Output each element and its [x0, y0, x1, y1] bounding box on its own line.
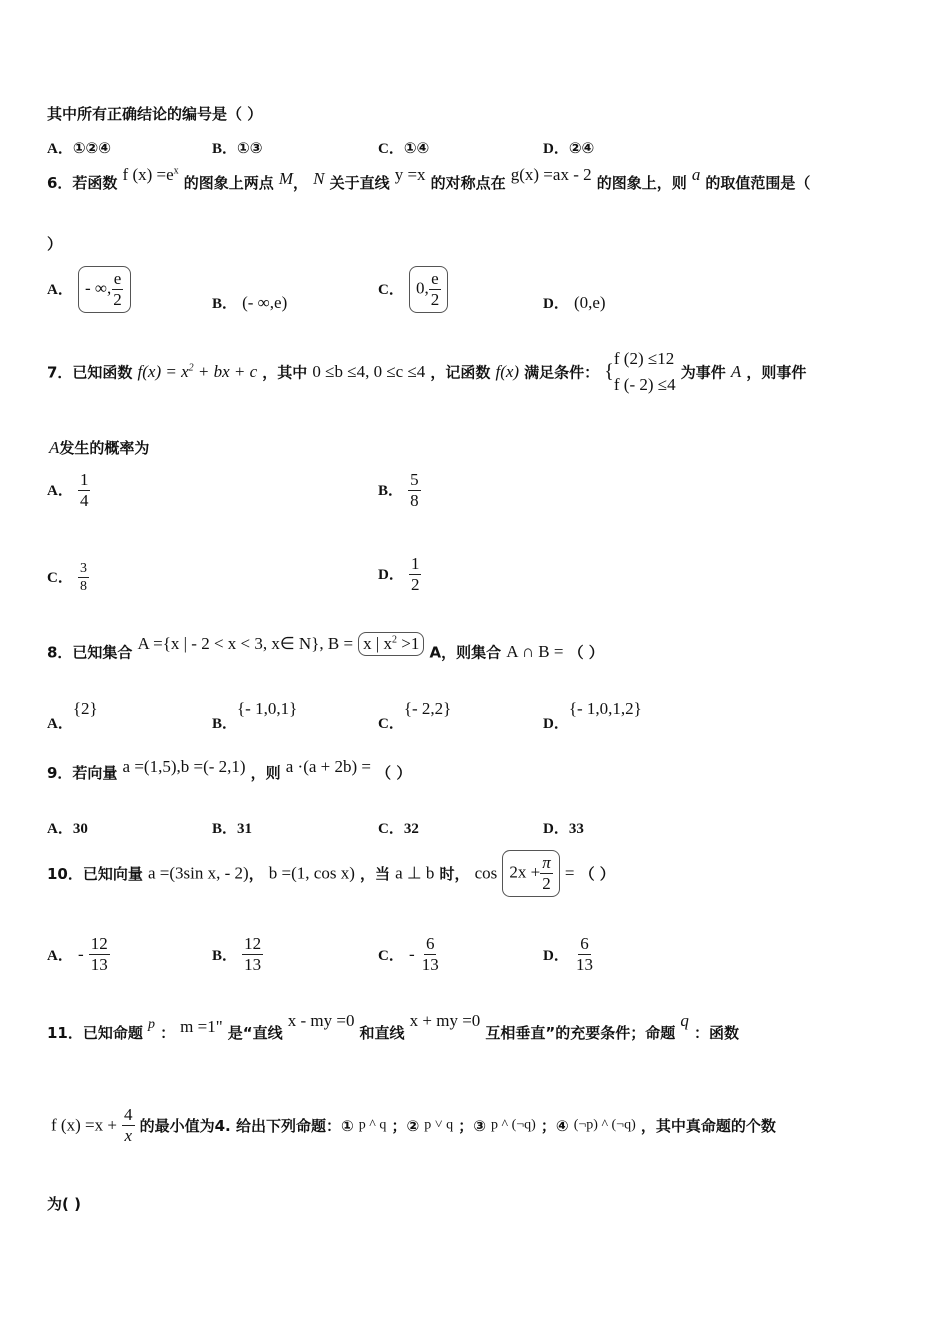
q5-option-c: C．①④: [378, 139, 430, 157]
q7-option-b: B． $\frac{5}{8}$: [378, 470, 419, 510]
q9-option-a: A．30: [47, 821, 88, 837]
q6-option-d: D． (0,e): [543, 293, 606, 312]
q7-option-c: C． $\frac{3}{8}$: [47, 561, 87, 594]
q10-option-a: A． - $\frac{12}{13}$: [47, 934, 108, 974]
q6-option-c: C． 0, $\frac{e}{2}$: [378, 266, 448, 313]
q8-option-d: D．{- 1,0,1,2}: [543, 699, 642, 732]
q7-stem-line2: A发生的概率为: [49, 438, 150, 457]
q8-option-b: B．{- 1,0,1}: [212, 699, 298, 732]
q8-option-a: A．{2}: [47, 699, 98, 732]
q5-option-a: A．①②④: [47, 139, 111, 157]
q5-stem: 其中所有正确结论的编号是（ ）: [47, 105, 263, 123]
q9-option-b: B．31: [212, 821, 253, 837]
q6-stem: 6．若函数 f $(x) =e^x$ 的图象上两点 M， N 关于直线 y =x 的对称点在 g(x) =ax - 2 的图象上，则 a 的取值范围是（: [47, 165, 811, 192]
q9-option-d: D．33: [543, 821, 584, 837]
q8-option-c: C．{- 2,2}: [378, 699, 452, 732]
q10-option-b: B． $\frac{12}{13}$: [212, 934, 262, 974]
q6-stem-close: ）: [47, 235, 63, 253]
q11-stem: 11．已知命题 p ： m =1" 是“直线 x - my =0 和直线 x + my =0 互相垂直”的充要条件；命题 q ：函数: [47, 1011, 739, 1042]
q7-stem: 7．已知函数 $f(x) = x^2$ + bx + c ，其中 0 ≤b ≤4, 0 ≤c ≤4 ，记函数 f(x) 满足条件： { f (2) ≤12 f (- 2) ≤4 为事件 A ，则事件: [47, 349, 807, 394]
q10-option-d: D． $\frac{6}{13}$: [543, 934, 593, 974]
q5-option-b: B．①③: [212, 139, 263, 157]
q11-stem-end: 为( ): [47, 1195, 81, 1213]
q6-option-b: B． (- ∞,e): [212, 293, 288, 312]
q7-option-a: A． $\frac{1}{4}$: [47, 470, 89, 510]
q6-option-a: A． - ∞, $\frac{e}{2}$: [47, 266, 131, 313]
q9-stem: 9．若向量 a =(1,5),b =(- 2,1) ，则 a ·(a + 2b) = （ ）: [47, 757, 412, 782]
q10-stem: 10．已知向量 a =(3sin x, - 2)， b =(1, cos x) ，当 a ⊥ b 时， cos 2x + $\frac{\pi}{2}$ = （ ）: [47, 850, 615, 897]
q8-stem: 8．已知集合 A ={x | - 2 < x < 3, x∈ N}, B = x | $x^2 >1$ A，则集合 A ∩ B = （ ）: [47, 633, 604, 662]
q11-stem-line2: f (x) =x + $\frac{4}{x}$ 的最小值为4. 给出下列命题：① p ^ q ；② p ˅ q ；③ p ^ (¬q) ；④ (¬p) ^ (¬q) ，其中真命题的个数: [51, 1105, 776, 1145]
q9-option-c: C．32: [378, 821, 419, 837]
q7-option-d: D． $\frac{1}{2}$: [378, 554, 420, 594]
q5-option-d: D．②④: [543, 139, 595, 157]
q10-option-c: C． - $\frac{6}{13}$: [378, 934, 439, 974]
